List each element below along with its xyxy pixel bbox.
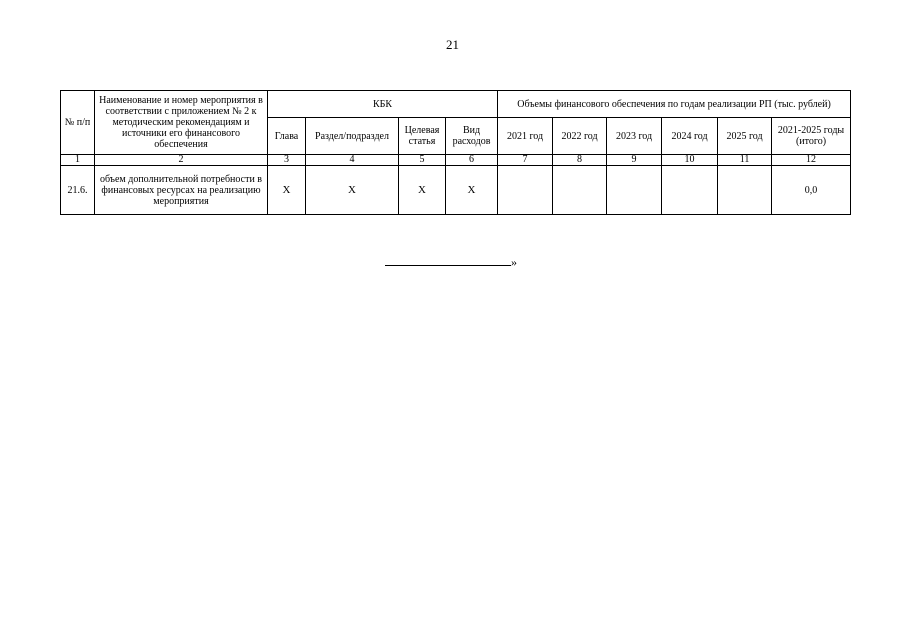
column-number: 5 — [399, 155, 446, 166]
column-number: 2 — [95, 155, 268, 166]
column-number: 9 — [607, 155, 662, 166]
header-tselevaya: Целевая статья — [399, 118, 446, 155]
row-2023 — [607, 166, 662, 215]
column-number: 1 — [61, 155, 95, 166]
header-kbk: КБК — [268, 91, 498, 118]
header-2023: 2023 год — [607, 118, 662, 155]
row-glava: X — [268, 166, 306, 215]
column-number: 6 — [446, 155, 498, 166]
financing-table — [60, 90, 851, 215]
row-tselevaya: X — [399, 166, 446, 215]
row-2025 — [718, 166, 772, 215]
row-2022 — [553, 166, 607, 215]
table-row — [61, 166, 851, 215]
column-number: 4 — [306, 155, 399, 166]
column-numbers-row — [61, 155, 851, 166]
header-vid: Вид расходов — [446, 118, 498, 155]
column-number: 12 — [772, 155, 851, 166]
header-razdel: Раздел/подраздел — [306, 118, 399, 155]
column-number: 10 — [662, 155, 718, 166]
row-2024 — [662, 166, 718, 215]
column-number: 7 — [498, 155, 553, 166]
signature-underline — [385, 255, 511, 266]
header-2022: 2022 год — [553, 118, 607, 155]
header-row-1 — [61, 91, 851, 118]
header-total: 2021-2025 годы (итого) — [772, 118, 851, 155]
column-number: 11 — [718, 155, 772, 166]
header-2025: 2025 год — [718, 118, 772, 155]
row-2021 — [498, 166, 553, 215]
header-glava: Глава — [268, 118, 306, 155]
page-number: 21 — [446, 37, 459, 52]
closing-quote: » — [511, 255, 517, 269]
header-name: Наименование и номер мероприятия в соответствии с приложением № 2 к методическим рекомендациям и источники его финансового обеспечения — [95, 91, 268, 155]
row-vid: X — [446, 166, 498, 215]
header-volumes: Объемы финансового обеспечения по годам реализации РП (тыс. рублей) — [498, 91, 851, 118]
row-total: 0,0 — [772, 166, 851, 215]
header-no: № п/п — [61, 91, 95, 155]
column-number: 8 — [553, 155, 607, 166]
header-2021: 2021 год — [498, 118, 553, 155]
column-number: 3 — [268, 155, 306, 166]
closing-line — [385, 255, 517, 270]
header-2024: 2024 год — [662, 118, 718, 155]
row-name: объем дополнительной потребности в финансовых ресурсах на реализацию мероприятия — [95, 166, 268, 215]
row-no: 21.6. — [61, 166, 95, 215]
row-razdel: X — [306, 166, 399, 215]
